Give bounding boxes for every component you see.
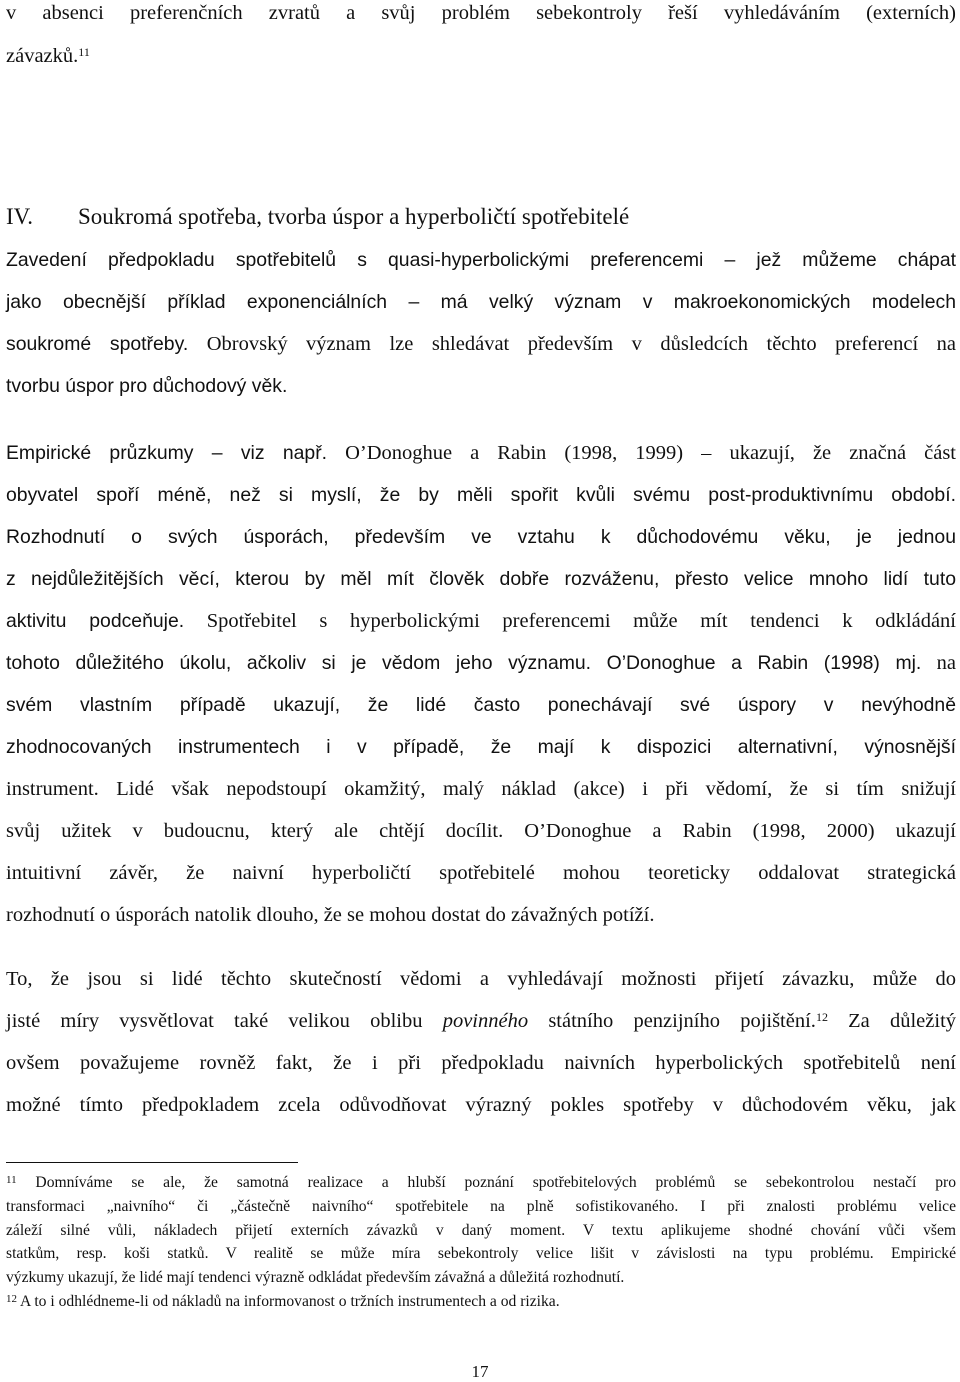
footnote-line xyxy=(6,1173,956,1193)
body-line xyxy=(6,247,956,273)
text-run: závazků. xyxy=(6,45,79,67)
body-line xyxy=(6,902,956,928)
footnote-line xyxy=(6,1197,956,1217)
text-run: povinného xyxy=(442,1010,529,1032)
text-run: tvorbu úspor pro důchodový věk. xyxy=(6,375,288,397)
body-line xyxy=(6,331,956,357)
body-line xyxy=(6,734,956,760)
text-run: aktivitu podceňuje. xyxy=(6,610,185,632)
text-run: záleží silné vůli, nákladech přijetí externích závazků v daný moment. V textu aplikujeme shodné chování vůči všem xyxy=(6,1222,956,1239)
text-run: ovšem považujeme rovněž fakt, že i při předpokladu naivních hyperbolických spotřebitelů není xyxy=(6,1052,956,1074)
section-number: IV. xyxy=(6,204,34,229)
footnote-separator xyxy=(6,1162,298,1163)
footnote-marker: 12 xyxy=(6,1293,17,1305)
body-line xyxy=(6,692,956,718)
text-run: v absenci preferenčních zvratů a svůj problém sebekontroly řeší vyhledáváním (externích) xyxy=(6,2,956,24)
body-line xyxy=(6,608,956,634)
body-line xyxy=(6,373,956,399)
text-run: tohoto důležitého úkolu, ačkoliv si je vědom jeho významu. O’Donoghue a Rabin (1998) mj. xyxy=(6,652,922,674)
body-line xyxy=(6,0,956,26)
text-run: Empirické průzkumy – viz např. xyxy=(6,442,328,464)
text-run: zhodnocovaných instrumentech i v případě, že mají k dispozici alternativní, výnosnější xyxy=(6,736,956,758)
text-run: instrument. Lidé však nepodstoupí okamžitý, malý náklad (akce) i při vědomí, že si tím snižují xyxy=(6,778,956,800)
text-run: Obrovský význam lze shledávat především v důsledcích těchto preferencí na xyxy=(188,333,956,355)
text-run: A to i odhlédneme-li od nákladů na informovanost o tržních instrumentech a od rizika. xyxy=(17,1293,560,1310)
text-run: Za důležitý xyxy=(827,1010,957,1032)
footnote-marker: 11 xyxy=(78,45,90,59)
page-number: 17 xyxy=(471,1362,489,1381)
footnote-line xyxy=(6,1292,956,1312)
text-run: Domníváme se ale, že samotná realizace a hlubší poznání spotřebitelových problémů se sebekontrolou nestačí pro xyxy=(16,1174,956,1191)
body-line xyxy=(6,289,956,315)
text-run: intuitivní závěr, že naivní hyperboličtí spotřebitelé mohou teoreticky oddalovat strategická xyxy=(6,862,956,884)
text-run: z nejdůležitějších věcí, kterou by měl mít člověk dobře rozváženu, přesto velice mnoho lidí tuto xyxy=(6,568,956,590)
body-line xyxy=(6,776,956,802)
section-heading xyxy=(6,204,956,230)
text-run: jako obecnější příklad exponenciálních – má velký význam v makroekonomických modelech xyxy=(6,291,956,313)
text-run: Spotřebitel s hyperbolickými preferencemi může mít tendenci k odkládání xyxy=(184,610,956,632)
text-run: možné tímto předpokladem zcela odůvodňovat výrazný pokles spotřeby v důchodovém věku, jak xyxy=(6,1094,956,1116)
body-line xyxy=(6,43,956,69)
text-run: To, že jsou si lidé těchto skutečností vědomi a vyhledávají možnosti přijetí závazku, může do xyxy=(6,968,956,990)
body-line xyxy=(6,482,956,508)
body-line xyxy=(6,966,956,992)
text-run: státního penzijního pojištění. xyxy=(528,1010,816,1032)
text-run: na xyxy=(921,652,956,674)
text-run: výzkumy ukazují, že lidé mají tendenci výrazně odkládat především závažná a důležitá rozhodnutí. xyxy=(6,1269,625,1286)
text-run: svém vlastním případě ukazují, že lidé často ponechávají své úspory v nevýhodně xyxy=(6,694,956,716)
text-run: jisté míry vysvětlovat také velikou oblibu xyxy=(6,1010,443,1032)
footnote-line xyxy=(6,1244,956,1264)
body-line xyxy=(6,1008,956,1034)
text-run: statkům, resp. koši statků. V realitě se může míra sebekontroly velice lišit v závislosti na typu problému. Empirické xyxy=(6,1245,956,1262)
text-run: Rozhodnutí o svých úsporách, především ve vztahu k důchodovému věku, je jednou xyxy=(6,526,956,548)
footnote-line xyxy=(6,1268,956,1288)
footnote-marker: 12 xyxy=(815,1010,828,1024)
body-line xyxy=(6,818,956,844)
section-title: Soukromá spotřeba, tvorba úspor a hyperboličtí spotřebitelé xyxy=(78,204,630,229)
text-run: O’Donoghue a Rabin (1998, 1999) – ukazují, že značná část xyxy=(327,442,956,464)
body-line xyxy=(6,860,956,886)
text-run: obyvatel spoří méně, než si myslí, že by měli spořit kvůli svému post-produktivnímu období. xyxy=(6,484,956,506)
text-run: rozhodnutí o úsporách natolik dlouho, že se mohou dostat do závažných potíží. xyxy=(6,904,655,926)
footnote-marker: 11 xyxy=(6,1174,17,1186)
body-line xyxy=(6,650,956,676)
body-line xyxy=(6,1050,956,1076)
body-line xyxy=(6,1092,956,1118)
text-run: soukromé spotřeby. xyxy=(6,333,189,355)
body-line xyxy=(6,566,956,592)
text-run: svůj užitek v budoucnu, který ale chtějí docílit. O’Donoghue a Rabin (1998, 2000) ukazují xyxy=(6,820,956,842)
footnote-line xyxy=(6,1221,956,1241)
body-line xyxy=(6,524,956,550)
text-run: Zavedení předpokladu spotřebitelů s quasi-hyperbolickými preferencemi – jež můžeme chápat xyxy=(6,249,956,271)
body-line xyxy=(6,440,956,466)
text-run: transformaci „naivního“ či „částečně naivního“ spotřebitele na plně sofistikovaného. I při znalosti problému velice xyxy=(6,1198,956,1215)
